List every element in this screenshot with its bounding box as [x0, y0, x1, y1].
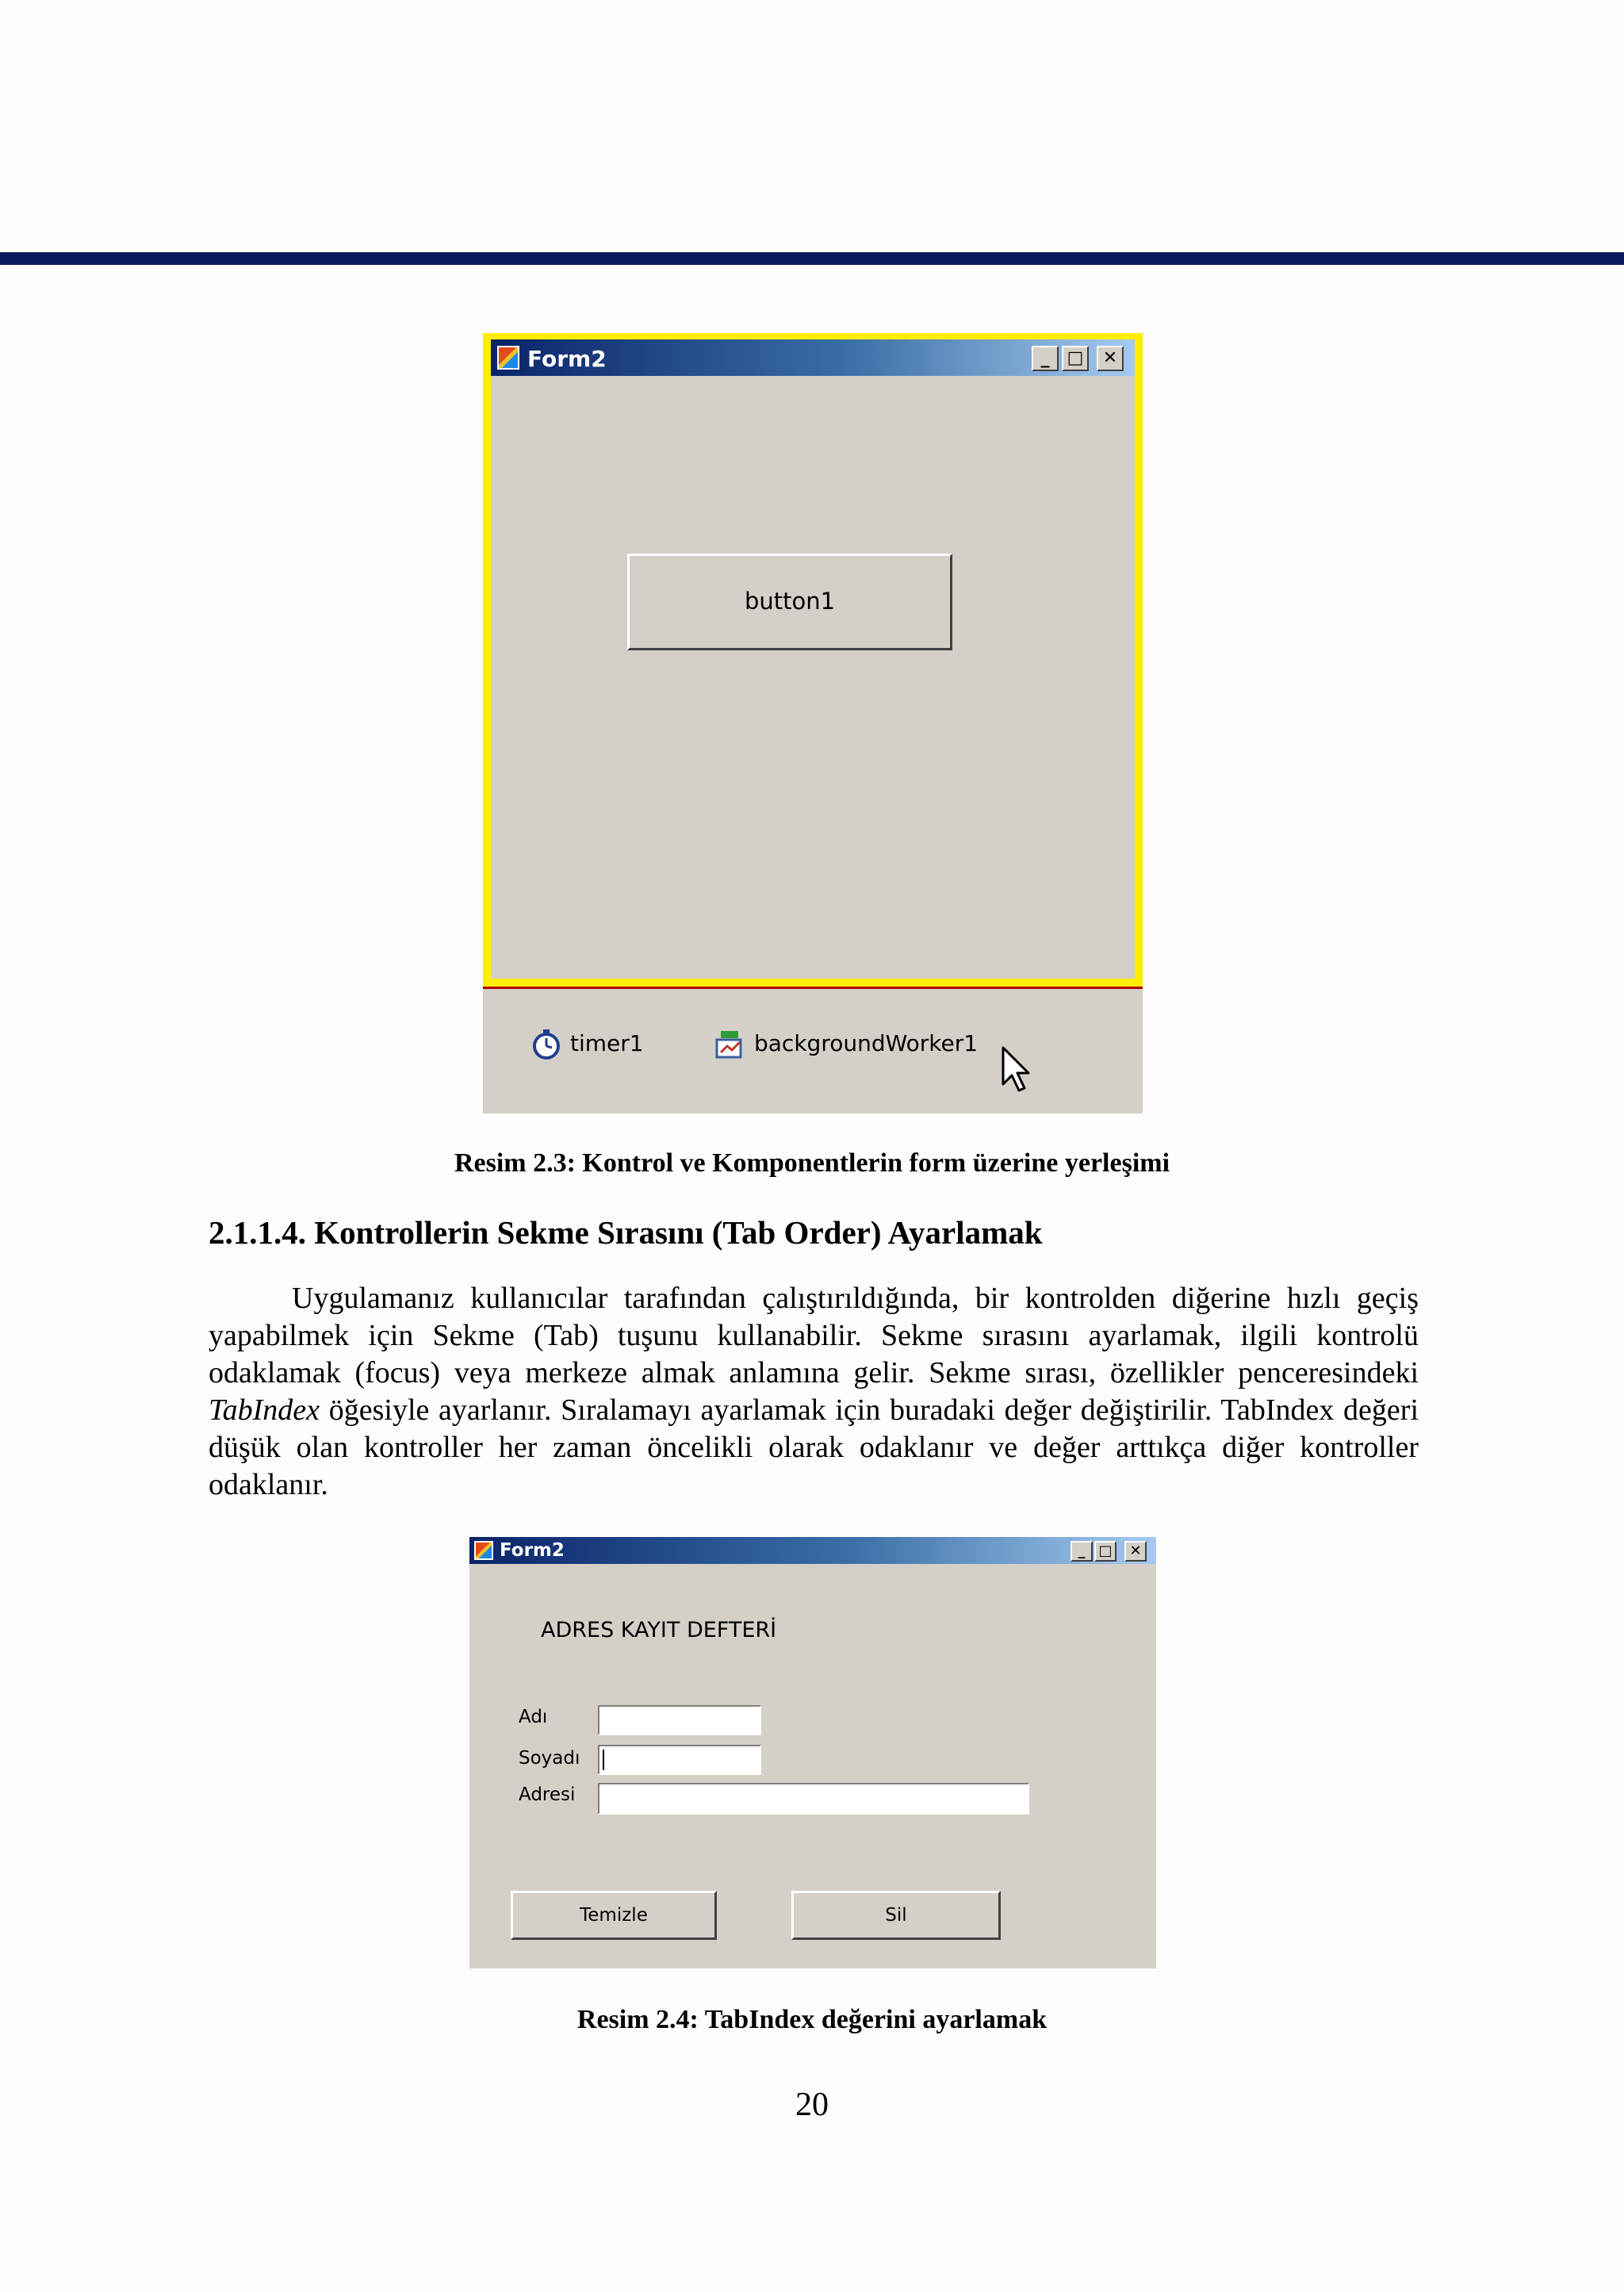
- text-caret: [603, 1750, 604, 1770]
- background-worker1-label[interactable]: backgroundWorker1: [754, 1030, 979, 1056]
- minimize-icon[interactable]: _: [1032, 346, 1059, 371]
- button1[interactable]: button1: [627, 554, 952, 650]
- delete-button[interactable]: Sil: [791, 1891, 1001, 1940]
- maximize-icon[interactable]: □: [1094, 1541, 1116, 1562]
- window-title: Form2: [500, 1540, 565, 1561]
- close-icon[interactable]: ✕: [1124, 1541, 1147, 1562]
- title-bar[interactable]: [469, 1537, 1156, 1564]
- stopwatch-icon: [530, 1029, 562, 1060]
- last-name-input[interactable]: [598, 1745, 761, 1775]
- background-worker-icon: [714, 1029, 746, 1060]
- window-title: Form2: [527, 346, 607, 372]
- minimize-icon[interactable]: _: [1071, 1541, 1093, 1562]
- clear-button[interactable]: Temizle: [511, 1891, 717, 1940]
- title-bar[interactable]: [491, 339, 1135, 376]
- paragraph-text-2: öğesiyle ayarlanır. Sıralamayı ayarlamak için buradaki değer değiştirilir. TabIndex değeri düşük olan kontroller her zaman öncelikli olarak odaklanır ve değer arttıkça diğer kontroller odaklanır.: [209, 1393, 1419, 1501]
- body-paragraph: [209, 1280, 1419, 1504]
- close-icon[interactable]: ✕: [1097, 346, 1124, 371]
- paragraph-text-1: Uygulamanız kullanıcılar tarafından çalıştırıldığında, bir kontrolden diğerine hızlı geçiş yapabilmek için Sekme (Tab) tuşunu kullanabilir. Sekme sırasını ayarlamak, ilgili kontrolü odaklamak (focus) veya merkeze almak anlamına gelir. Sekme sırası, özellikler penceresindeki: [209, 1282, 1419, 1389]
- figure-form-designer: [483, 333, 1143, 1113]
- maximize-icon[interactable]: □: [1062, 346, 1089, 371]
- figure1-caption: Resim 2.3: Kontrol ve Komponentlerin form üzerine yerleşimi: [454, 1148, 1170, 1178]
- form-window: [491, 339, 1135, 979]
- first-name-input[interactable]: [598, 1705, 761, 1735]
- header-rule: [0, 252, 1624, 265]
- paragraph-emphasis: TabIndex: [209, 1393, 320, 1427]
- last-name-label: Soyadı: [519, 1748, 580, 1769]
- form-heading: ADRES KAYIT DEFTERİ: [541, 1618, 777, 1642]
- page-number: 20: [795, 2087, 829, 2123]
- address-label: Adresi: [519, 1784, 576, 1805]
- figure-address-form: [469, 1537, 1156, 1968]
- figure2-caption: Resim 2.4: TabIndex değerini ayarlamak: [576, 2005, 1048, 2034]
- form-app-icon: [497, 346, 519, 370]
- timer1-label[interactable]: timer1: [570, 1030, 644, 1056]
- component-tray: [483, 987, 1143, 1113]
- mouse-cursor-icon: [1002, 1046, 1030, 1094]
- section-heading: 2.1.1.4. Kontrollerin Sekme Sırasını (Tab Order) Ayarlamak: [209, 1214, 1043, 1251]
- address-input[interactable]: [598, 1783, 1029, 1815]
- selected-form-outline: [483, 333, 1143, 987]
- first-name-label: Adı: [519, 1707, 548, 1727]
- form-app-icon: [474, 1541, 493, 1560]
